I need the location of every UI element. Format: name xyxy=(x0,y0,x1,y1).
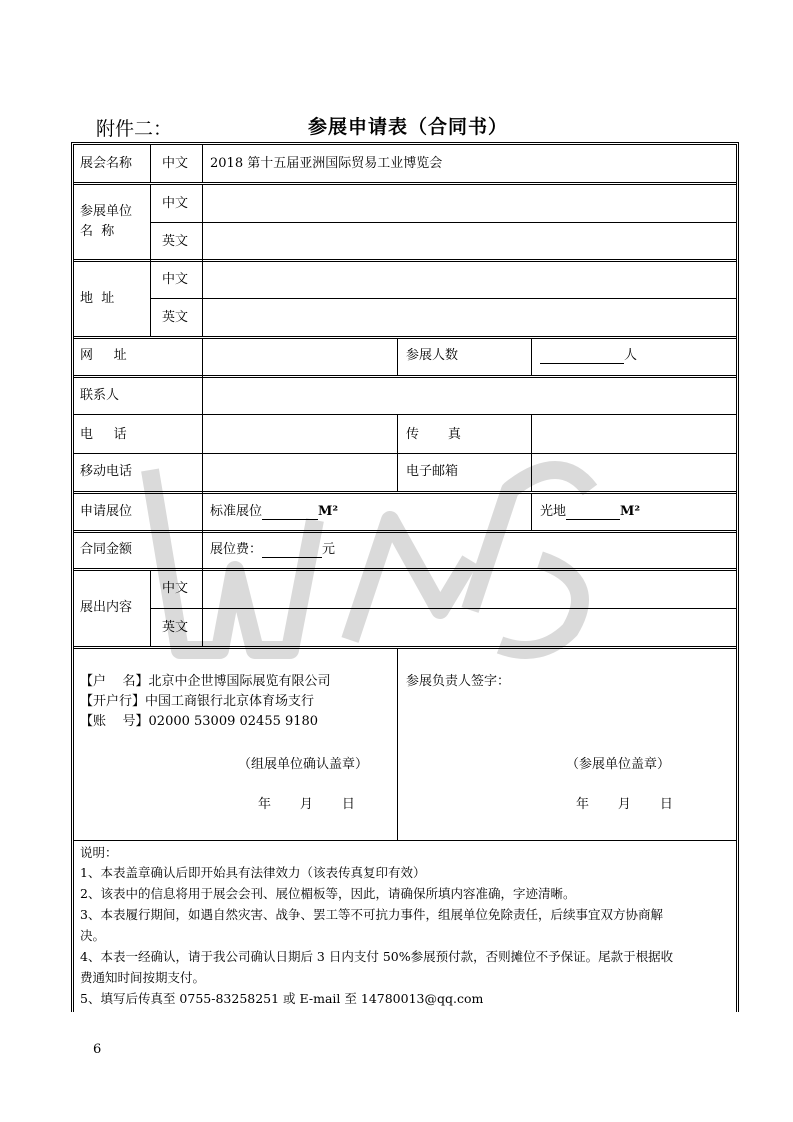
signature-label: 参展负责人签字： xyxy=(406,674,511,689)
note-2: 2、该表中的信息将用于展会会刊、展位楣板等，因此，请确保所填内容准确，字迹清晰。 xyxy=(80,886,576,901)
phone-field[interactable] xyxy=(204,419,396,451)
note-3: 3、本表履行期间，如遇自然灾害、战争、罢工等不可抗力事件，组展单位免除责任，后续事宜双方协商解 xyxy=(80,907,663,922)
phone-label: 电 话 xyxy=(80,427,127,442)
exhibits-en-field[interactable] xyxy=(204,612,734,644)
organizer-seal-label: （组展单位确认盖章） xyxy=(238,757,369,772)
bank-name: 【开户行】中国工商银行北京体育场支行 xyxy=(80,694,315,709)
exhibitor-name-cn-field[interactable] xyxy=(204,188,734,220)
bank-account-number: 【账 号】02000 53009 02455 9180 xyxy=(80,714,319,729)
contact-label: 联系人 xyxy=(80,388,120,403)
standard-booth-field[interactable]: 标准展位 M² xyxy=(210,504,339,519)
website-field[interactable] xyxy=(204,341,396,373)
attachment-label: 附件二： xyxy=(96,118,173,140)
address-label: 地 址 xyxy=(80,291,115,306)
note-5: 5、填写后传真至 0755-83258251 或 E-mail 至 14780013@qq.com xyxy=(80,991,484,1006)
exhibitor-name-label: 参展单位 xyxy=(80,204,133,219)
amount-label: 合同金额 xyxy=(80,542,133,557)
page-header xyxy=(0,112,793,142)
attendees-label: 参展人数 xyxy=(406,348,459,363)
fax-label: 传 真 xyxy=(406,427,461,442)
exhibits-label: 展出内容 xyxy=(80,600,133,615)
signature-field[interactable] xyxy=(400,692,734,748)
attendees-field[interactable]: 人 xyxy=(540,348,637,364)
address-cn-label: 中文 xyxy=(162,272,189,287)
exhibits-cn-field[interactable] xyxy=(204,573,734,605)
organizer-date: 年 月 日 xyxy=(258,797,355,812)
exhibitor-name-en-field[interactable] xyxy=(204,226,734,258)
page-title: 参展申请表（合同书） xyxy=(308,116,509,138)
exhibitor-date: 年 月 日 xyxy=(576,797,673,812)
note-1: 1、本表盖章确认后即开始具有法律效力（该表传真复印有效） xyxy=(80,865,426,880)
exhibitor-seal-label: （参展单位盖章） xyxy=(566,757,671,772)
booth-fee-field[interactable]: 展位费： 元 xyxy=(210,542,336,557)
bank-account-name: 【户 名】北京中企世博国际展览有限公司 xyxy=(80,674,331,689)
contact-field[interactable] xyxy=(204,380,734,412)
note-4: 4、本表一经确认，请于我公司确认日期后 3 日内支付 50%参展预付款，否则摊位不予保证。尾款于根据收 xyxy=(80,949,674,964)
exhibits-en-label: 英文 xyxy=(162,620,189,635)
email-field[interactable] xyxy=(533,457,733,489)
raw-space-field[interactable]: 光地 M² xyxy=(540,504,641,519)
fax-field[interactable] xyxy=(533,419,733,451)
exhibitor-name-en-label: 英文 xyxy=(162,234,189,249)
exhibitor-name-cn-label: 中文 xyxy=(162,196,189,211)
exhibition-name-label: 展会名称 xyxy=(80,156,133,171)
email-label: 电子邮箱 xyxy=(406,464,459,479)
exhibition-name-value: 2018 第十五届亚洲国际贸易工业博览会 xyxy=(210,156,443,171)
note-3-cont: 决。 xyxy=(80,928,106,943)
note-4-cont: 费通知时间按期支付。 xyxy=(80,970,206,985)
address-cn-field[interactable] xyxy=(204,264,734,296)
page-number: 6 xyxy=(93,1042,102,1057)
address-en-field[interactable] xyxy=(204,302,734,334)
website-label: 网 址 xyxy=(80,348,127,363)
booth-label: 申请展位 xyxy=(80,504,133,519)
mobile-field[interactable] xyxy=(204,457,396,489)
exhibition-name-cn-label: 中文 xyxy=(162,156,189,171)
exhibitor-name-label-2: 名 称 xyxy=(80,224,115,239)
address-en-label: 英文 xyxy=(162,310,189,325)
notes-heading: 说明： xyxy=(80,845,118,860)
exhibits-cn-label: 中文 xyxy=(162,581,189,596)
mobile-label: 移动电话 xyxy=(80,464,133,479)
